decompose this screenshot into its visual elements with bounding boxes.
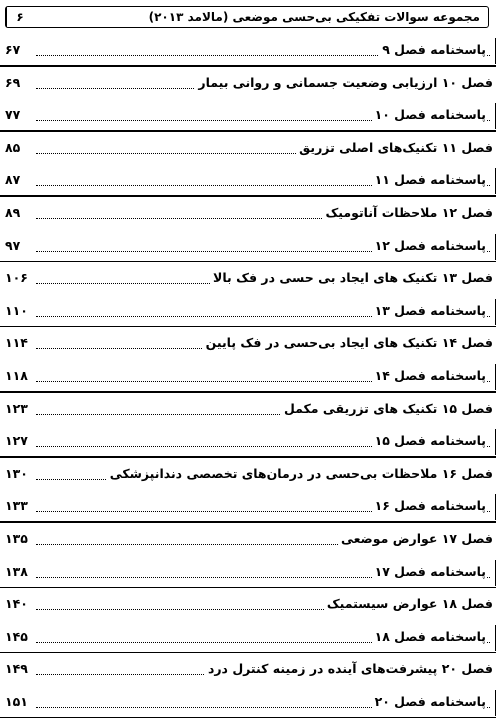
- toc-entry-page: ۱۴۰: [5, 596, 31, 611]
- answer-bracket-vertical: [495, 103, 497, 129]
- answer-bracket-vertical: [495, 494, 497, 520]
- answer-bracket-horizontal: [0, 130, 496, 132]
- answer-bracket-vertical: [495, 38, 497, 64]
- page-header: [5, 6, 489, 28]
- toc-entry-page: ۱۳۵: [5, 531, 31, 546]
- toc-entry-title: پاسخنامه فصل ۱۶: [372, 498, 486, 513]
- toc-entry-title: پاسخنامه فصل ۱۲: [372, 238, 486, 253]
- toc-answer-row: [0, 232, 500, 265]
- answer-bracket-vertical: [495, 625, 497, 651]
- answer-bracket-vertical: [495, 429, 497, 455]
- answer-bracket-vertical: [495, 299, 497, 325]
- toc-entry-page: ۱۲۷: [5, 433, 31, 448]
- answer-bracket-horizontal: [0, 65, 496, 67]
- toc-answer-row: [0, 492, 500, 525]
- answer-bracket-horizontal: [0, 652, 496, 654]
- toc-entry-page: ۸۷: [5, 172, 23, 187]
- toc-entry-title: پاسخنامه فصل ۱۰: [372, 107, 486, 122]
- toc-entry-page: ۷۷: [5, 107, 23, 122]
- toc-entry-title: فصل ۱۸ عوارض سیستمیک: [324, 596, 493, 611]
- toc-answer-row: [0, 362, 500, 395]
- toc-entry-page: ۱۱۸: [5, 368, 31, 383]
- answer-bracket-horizontal: [0, 195, 496, 197]
- toc-entry-title: فصل ۱۷ عوارض موضعی: [338, 531, 493, 546]
- toc-entry-page: ۱۴۹: [5, 661, 31, 676]
- toc-chapter-row: [0, 264, 500, 297]
- toc-entry-title: فصل ۲۰ پیشرفت‌های آینده در زمینه کنترل درد: [205, 661, 493, 676]
- toc-entry-title: پاسخنامه فصل ۱۷: [372, 564, 486, 579]
- toc-chapter-row: [0, 329, 500, 362]
- toc-entry-page: ۱۳۰: [5, 466, 31, 481]
- toc-entry-title: فصل ۱۱ تکنیک‌های اصلی تزریق: [296, 140, 493, 155]
- toc-chapter-row: [0, 395, 500, 428]
- toc-entry-page: ۶۹: [5, 75, 23, 90]
- answer-bracket-vertical: [495, 690, 497, 716]
- toc-chapter-row: [0, 199, 500, 232]
- toc-entry-page: ۱۳۸: [5, 564, 31, 579]
- toc-chapter-row: [0, 134, 500, 167]
- answer-bracket-horizontal: [0, 391, 496, 393]
- toc-entry-title: فصل ۱۴ تکنیک های ایجاد بی‌حسی در فک پایین: [203, 335, 493, 350]
- toc-entry-title: پاسخنامه فصل ۱۳: [372, 303, 486, 318]
- toc-entry-title: پاسخنامه فصل ۱۸: [372, 629, 486, 644]
- toc-entry-title: فصل ۱۵ تکنیک های تزریقی مکمل: [281, 401, 493, 416]
- toc-chapter-row: [0, 69, 500, 102]
- toc-entry-title: پاسخنامه فصل ۱۴: [372, 368, 486, 383]
- toc-answer-row: [0, 558, 500, 591]
- page-number: ۶: [6, 7, 33, 27]
- answer-bracket-horizontal: [0, 521, 496, 523]
- toc-answer-row: [0, 623, 500, 656]
- toc-entry-title: فصل ۱۲ ملاحظات آناتومیک: [323, 205, 494, 220]
- toc-entry-title: پاسخنامه فصل ۹: [379, 42, 486, 57]
- toc-entry-page: ۸۵: [5, 140, 23, 155]
- toc-entry-title: فصل ۱۰ ارزیابی وضعیت جسمانی و روانی بیمار: [195, 75, 493, 90]
- answer-bracket-vertical: [495, 364, 497, 390]
- toc-entry-page: ۱۰۶: [5, 270, 31, 285]
- answer-bracket-horizontal: [0, 326, 496, 328]
- toc-answer-row: [0, 101, 500, 134]
- toc-entry-page: ۱۱۰: [5, 303, 31, 318]
- answer-bracket-horizontal: [0, 261, 496, 263]
- toc-entry-title: فصل ۱۳ تکنیک های ایجاد بی حسی در فک بالا: [210, 270, 493, 285]
- toc-entry-title: پاسخنامه فصل ۱۱: [372, 172, 486, 187]
- toc-answer-row: [0, 166, 500, 199]
- toc-entry-page: ۱۳۳: [5, 498, 31, 513]
- table-of-contents: [0, 36, 500, 720]
- toc-entry-page: ۱۵۱: [5, 694, 31, 709]
- toc-entry-page: ۸۹: [5, 205, 23, 220]
- toc-entry-page: ۱۱۴: [5, 335, 31, 350]
- toc-entry-page: ۶۷: [5, 42, 23, 57]
- book-title: مجموعه سوالات تفکیکی بی‌حسی موضعی (مالامد ۲۰۱۳): [148, 10, 480, 24]
- toc-chapter-row: [0, 525, 500, 558]
- answer-bracket-horizontal: [0, 717, 496, 719]
- toc-answer-row: [0, 688, 500, 720]
- toc-answer-row: [0, 36, 500, 69]
- answer-bracket-vertical: [495, 234, 497, 260]
- toc-entry-title: پاسخنامه فصل ۱۵: [372, 433, 486, 448]
- toc-answer-row: [0, 427, 500, 460]
- answer-bracket-horizontal: [0, 587, 496, 589]
- answer-bracket-vertical: [495, 560, 497, 586]
- toc-entry-page: ۱۲۳: [5, 401, 31, 416]
- answer-bracket-horizontal: [0, 456, 496, 458]
- toc-entry-title: پاسخنامه فصل ۲۰: [372, 694, 486, 709]
- toc-entry-page: ۹۷: [5, 238, 23, 253]
- toc-entry-page: ۱۴۵: [5, 629, 31, 644]
- toc-chapter-row: [0, 655, 500, 688]
- toc-answer-row: [0, 297, 500, 330]
- answer-bracket-vertical: [495, 168, 497, 194]
- toc-chapter-row: [0, 590, 500, 623]
- toc-chapter-row: [0, 460, 500, 493]
- toc-entry-title: فصل ۱۶ ملاحظات بی‌حسی در درمان‌های تخصصی دندانپزشکی: [107, 466, 493, 481]
